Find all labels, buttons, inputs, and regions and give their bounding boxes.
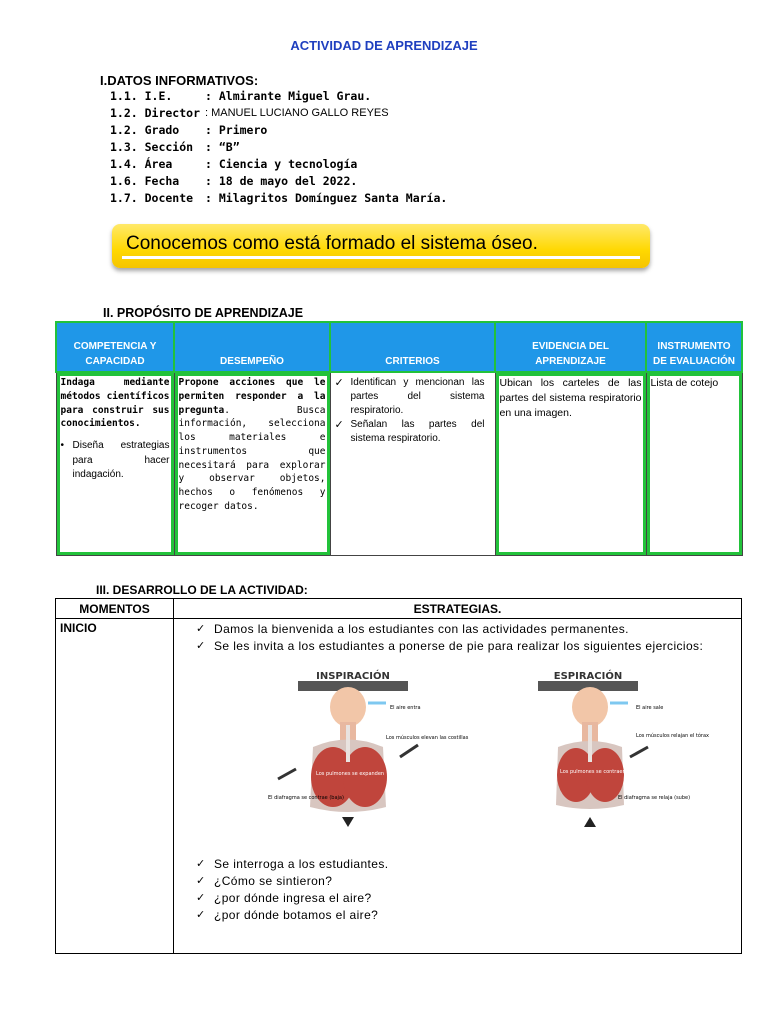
estrategia-item: ✓ Se les invita a los estudiantes a ponerse de pie para realizar los siguientes ejercicios: [214, 638, 737, 655]
cell-desempeno [174, 372, 330, 556]
competencia-bullet-item [61, 439, 170, 483]
criterio-item: ✓ Identifican y mencionan las partes del sistema respiratorio. [351, 376, 485, 418]
desarrollo-heading: III. DESARROLLO DE LA ACTIVIDAD: [96, 583, 308, 597]
estrategias-list-bottom [192, 856, 737, 924]
inspiracion-head [330, 687, 366, 727]
cell-instrumento [646, 372, 742, 556]
datos-value: : Almirante Miguel Grau. [205, 89, 372, 103]
datos-key: 1.1. I.E. [110, 89, 173, 103]
desempeno-bold: Propone acciones que le permiten responder a la pregunta [178, 377, 326, 416]
header-evidencia: EVIDENCIA DEL APRENDIZAJE [495, 322, 646, 372]
header-desempeno: DESEMPEÑO [174, 322, 330, 372]
header-criterios: CRITERIOS [330, 322, 495, 372]
competencia-bullet: Diseña estrategias para hacer indagación. [72, 440, 170, 481]
datos-value: : “B” [205, 140, 240, 154]
respiration-figure [178, 659, 737, 854]
inspiracion-arrow-ribs [400, 745, 418, 757]
espiracion-illustration [518, 667, 708, 837]
datos-value: : Primero [205, 123, 268, 137]
evidencia-text: Ubican los carteles de las partes del sistema respiratorio en una imagen. [499, 377, 642, 420]
inspiracion-arrow-side [278, 769, 296, 779]
datos-value: : 18 de mayo del 2022. [205, 174, 358, 188]
espiracion-head [572, 687, 608, 727]
desempeno-text [179, 376, 326, 514]
competencia-text: Indaga mediante métodos científicos para construir sus conocimientos. [60, 377, 170, 430]
momento-inicio: INICIO [56, 619, 174, 954]
cell-evidencia [495, 372, 646, 556]
cell-competencia [56, 372, 174, 556]
criterios-list [335, 376, 491, 446]
datos-key: 1.6. Fecha [110, 174, 180, 188]
estrategia-item: ✓ ¿por dónde botamos el aire? [214, 907, 737, 924]
datos-key: 1.2. Director [110, 106, 201, 120]
inspiracion-illustration [268, 667, 469, 837]
datos-key: 1.3. Sección [110, 140, 194, 154]
estrategia-item: ✓ ¿Cómo se sintieron? [214, 873, 737, 890]
instrumento-text: Lista de cotejo [650, 377, 719, 389]
estrategia-item: ✓ ¿por dónde ingresa el aire? [214, 890, 737, 907]
inspiracion-label-3: Los pulmones se expanden [316, 771, 385, 777]
datos-key: 1.7. Docente [110, 191, 194, 205]
banner-text: Conocemos como está formado el sistema óseo. [126, 233, 538, 254]
espiracion-up-arrow [584, 817, 596, 827]
header-competencia: COMPETENCIA Y CAPACIDAD [56, 322, 174, 372]
bullet-dot-icon: • [60, 440, 65, 452]
inspiracion-label-4: El diafragma se contrae (baja) [268, 795, 344, 801]
espiracion-label-4: El diafragma se relaja (sube) [618, 795, 691, 801]
espiracion-label-3: Los pulmones se contraen [560, 769, 626, 775]
cell-criterios [330, 372, 495, 556]
banner-underline [122, 256, 640, 259]
inspiracion-label-2: Los músculos elevan las costillas [386, 735, 469, 741]
estrategia-item: ✓ Damos la bienvenida a los estudiantes con las actividades permanentes. [214, 621, 737, 638]
header-estrategias: ESTRATEGIAS. [174, 599, 742, 619]
topic-banner [112, 224, 650, 268]
header-instrumento: INSTRUMENTO DE EVALUACIÓN [646, 322, 742, 372]
proposito-heading: II. PROPÓSITO DE APRENDIZAJE [103, 306, 304, 320]
espiracion-label-2: Los músculos relajan el tórax [636, 733, 709, 739]
datos-value: : Milagritos Domínguez Santa María. [205, 191, 448, 205]
criterio-item: ✓ Señalan las partes del sistema respiratorio. [351, 418, 485, 446]
datos-value: : MANUEL LUCIANO GALLO REYES [205, 107, 389, 119]
inspiracion-title: INSPIRACIÓN [316, 671, 390, 682]
espiracion-title: ESPIRACIÓN [553, 671, 623, 682]
estrategias-list-top [192, 621, 737, 655]
estrategias-cell [174, 619, 742, 954]
page-title: ACTIVIDAD DE APRENDIZAJE [290, 38, 478, 53]
datos-key: 1.2. Grado [110, 123, 180, 137]
espiracion-arrow-ribs [630, 747, 648, 757]
inspiracion-label-1: El aire entra [390, 705, 421, 711]
datos-heading: I.DATOS INFORMATIVOS: [100, 73, 259, 88]
espiracion-label-1: El aire sale [636, 705, 664, 711]
datos-key: 1.4. Área [110, 157, 173, 171]
datos-value: : Ciencia y tecnología [205, 157, 358, 171]
header-momentos: MOMENTOS [56, 599, 174, 619]
proposito-table [55, 321, 743, 556]
estrategia-item: ✓ Se interroga a los estudiantes. [214, 856, 737, 873]
desempeno-rest: . Busca información, selecciona los materiales e instrumentos que necesitará para explorar y observar objetos, hechos o fenómenos y recoger datos. [178, 404, 326, 512]
inspiracion-down-arrow [342, 817, 354, 827]
desarrollo-table [55, 598, 742, 954]
